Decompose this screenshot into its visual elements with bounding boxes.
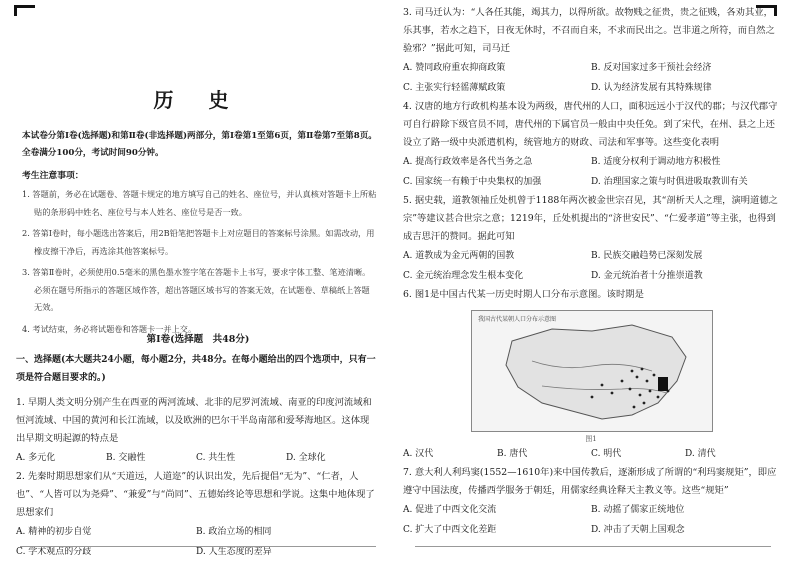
option[interactable]: D. 全球化 [286, 453, 326, 463]
question-1 [16, 394, 376, 468]
option[interactable]: D. 人生态度的差异 [196, 547, 272, 557]
footer-rule [20, 546, 376, 547]
question-stem: 5. 据史载，道教领袖丘处机曾于1188年两次被金世宗召见，其“剖析天人之理，演明道德之宗”等建议甚合世宗之意；1219年，丘处机提出的“济世安民”、“仁爱孝道”等主张，也得到成吉思汗的赞同。据此可知 [403, 195, 778, 242]
question-2 [16, 468, 376, 562]
note-item: 4. 考试结束，务必将试题卷和答题卡一并上交。 [22, 323, 197, 334]
figure-title: 我国古代某朝人口分布示意图 [478, 316, 557, 323]
exam-intro: 本试卷分第Ⅰ卷(选择题)和第Ⅱ卷(非选择题)两部分，第Ⅰ卷第1至第6页，第Ⅱ卷第7至第8页。全卷满分100分，考试时间90分钟。 [22, 131, 377, 158]
question-7 [403, 464, 779, 540]
option[interactable]: D. 冲击了天朝上国观念 [591, 525, 685, 535]
option[interactable]: B. 唐代 [497, 449, 528, 459]
option[interactable]: B. 民族交融趋势已深刻发展 [591, 251, 703, 261]
left-page [8, 0, 388, 570]
questions-left [16, 394, 376, 562]
option[interactable]: D. 认为经济发展有其特殊规律 [591, 83, 712, 93]
option[interactable]: D. 金元统治者十分推崇道教 [591, 271, 703, 281]
question-stem: 2. 先秦时期思想家们从“天道远，人道迩”的认识出发，先后提倡“无为”、“仁者，人也”、“人皆可以为尧舜”、“兼爱”与“尚同”、五德始终论等思想和学说。这集中地体现了思想家们 [16, 471, 375, 518]
question-options [403, 500, 779, 540]
questions-right [403, 4, 779, 540]
population-map-figure [471, 310, 713, 432]
option[interactable]: C. 共生性 [196, 453, 236, 463]
option[interactable]: A. 提高行政效率是各代当务之急 [403, 157, 533, 167]
option[interactable]: A. 汉代 [403, 449, 434, 459]
question-stem: 3. 司马迁认为：“人各任其能，竭其力，以得所欲。故物贱之征贵，贵之征贱，各劝其业，乐其事，若水之趋下，日夜无休时，不召而自来，不求而民出之。岂非道之所符，而自然之验邪？”据此可知，司马迁 [403, 7, 775, 54]
option[interactable]: C. 扩大了中西文化差距 [403, 525, 497, 535]
option[interactable]: A. 多元化 [16, 453, 56, 463]
right-page [403, 0, 783, 570]
option[interactable]: C. 主张实行轻徭薄赋政策 [403, 83, 506, 93]
question-options [403, 58, 779, 98]
note-item: 2. 答第Ⅰ卷时，每小题选出答案后，用2B铅笔把答题卡上对应题目的答案标号涂黑。如需改动，用橡皮擦干净后，再选涂其他答案标号。 [22, 228, 375, 256]
question-stem: 7. 意大利人利玛窦(1552—1610年)来中国传教后，逐渐形成了所谓的“利玛窦规矩”，即应遵守中国法度，传播西学服务于朝廷，用儒家经典诠释天主教义等。这些“规矩” [403, 467, 777, 496]
option[interactable]: C. 金元统治理念发生根本变化 [403, 271, 524, 281]
question-stem: 4. 汉唐的地方行政机构基本设为两级，唐代州的人口，面积远远小于汉代的郡；与汉代郡守可自行辟除下级官员不同，唐代州的下属官员一般由中央任免。到了宋代，在州、县之上还设立了路一级中央派遣机构，统管地方的财政、司法和军事等。这些变化表明 [403, 101, 778, 148]
question-options [16, 448, 376, 468]
note-item: 1. 答题前，务必在试题卷、答题卡规定的地方填写自己的姓名、座位号，并认真核对答题卡上所粘贴的条形码中姓名、座位号与本人姓名、座位号是否一致。 [22, 189, 377, 217]
footer-rule [415, 546, 771, 547]
option[interactable]: C. 明代 [591, 449, 622, 459]
option[interactable]: B. 政治立场的相同 [196, 527, 272, 537]
question-options [403, 444, 779, 464]
option[interactable]: A. 促进了中西文化交流 [403, 505, 497, 515]
section-heading: 第Ⅰ卷(选择题 共48分) [146, 334, 250, 345]
option[interactable]: B. 反对国家过多干预社会经济 [591, 63, 712, 73]
option[interactable]: C. 学术观点的分歧 [16, 547, 92, 557]
option[interactable]: A. 精神的初步自觉 [16, 527, 92, 537]
question-options [16, 522, 376, 562]
option[interactable]: D. 清代 [685, 449, 716, 459]
option[interactable]: D. 治理国家之策与时俱进吸取教训有关 [591, 177, 748, 187]
option[interactable]: B. 动摇了儒家正统地位 [591, 505, 685, 515]
option[interactable]: C. 国家统一有赖于中央集权的加强 [403, 177, 542, 187]
question-6 [403, 286, 779, 464]
section-instructions: 一、选择题(本大题共24小题，每小题2分，共48分。在每小题给出的四个选项中，只有一项是符合题目要求的。) [16, 355, 376, 383]
question-options [403, 152, 779, 192]
question-stem: 1. 早期人类文明分别产生在西亚的两河流域、北非的尼罗河流域、南亚的印度河流域和恒河流域、中国的黄河和长江流域，以及欧洲的巴尔干半岛南部和爱琴海地区。这体现出早期文明起源的特点是 [16, 397, 372, 444]
question-stem: 6. 图1是中国古代某一历史时期人口分布示意图。该时期是 [403, 289, 644, 300]
question-5 [403, 192, 779, 286]
question-options [403, 246, 779, 286]
option[interactable]: A. 赞同政府重农抑商政策 [403, 63, 506, 73]
option[interactable]: B. 交融性 [106, 453, 146, 463]
notes-heading: 考生注意事项： [22, 171, 84, 181]
question-4 [403, 98, 779, 192]
note-item: 3. 答第Ⅱ卷时，必须使用0.5毫米的黑色墨水签字笔在答题卡上书写，要求字体工整、笔迹清晰。必须在题号所指示的答题区域作答，超出答题区域书写的答案无效，在试题卷、草稿纸上答题无效。 [22, 267, 371, 312]
corner-mark [14, 5, 35, 16]
option[interactable]: A. 道教成为金元两朝的国教 [403, 251, 515, 261]
figure-caption: 图1 [585, 435, 597, 443]
notes-list [22, 186, 377, 342]
option[interactable]: B. 适度分权利于调动地方积极性 [591, 157, 721, 167]
exam-title: 历 史 [153, 88, 243, 112]
question-3 [403, 4, 779, 98]
china-map-icon [472, 311, 712, 431]
